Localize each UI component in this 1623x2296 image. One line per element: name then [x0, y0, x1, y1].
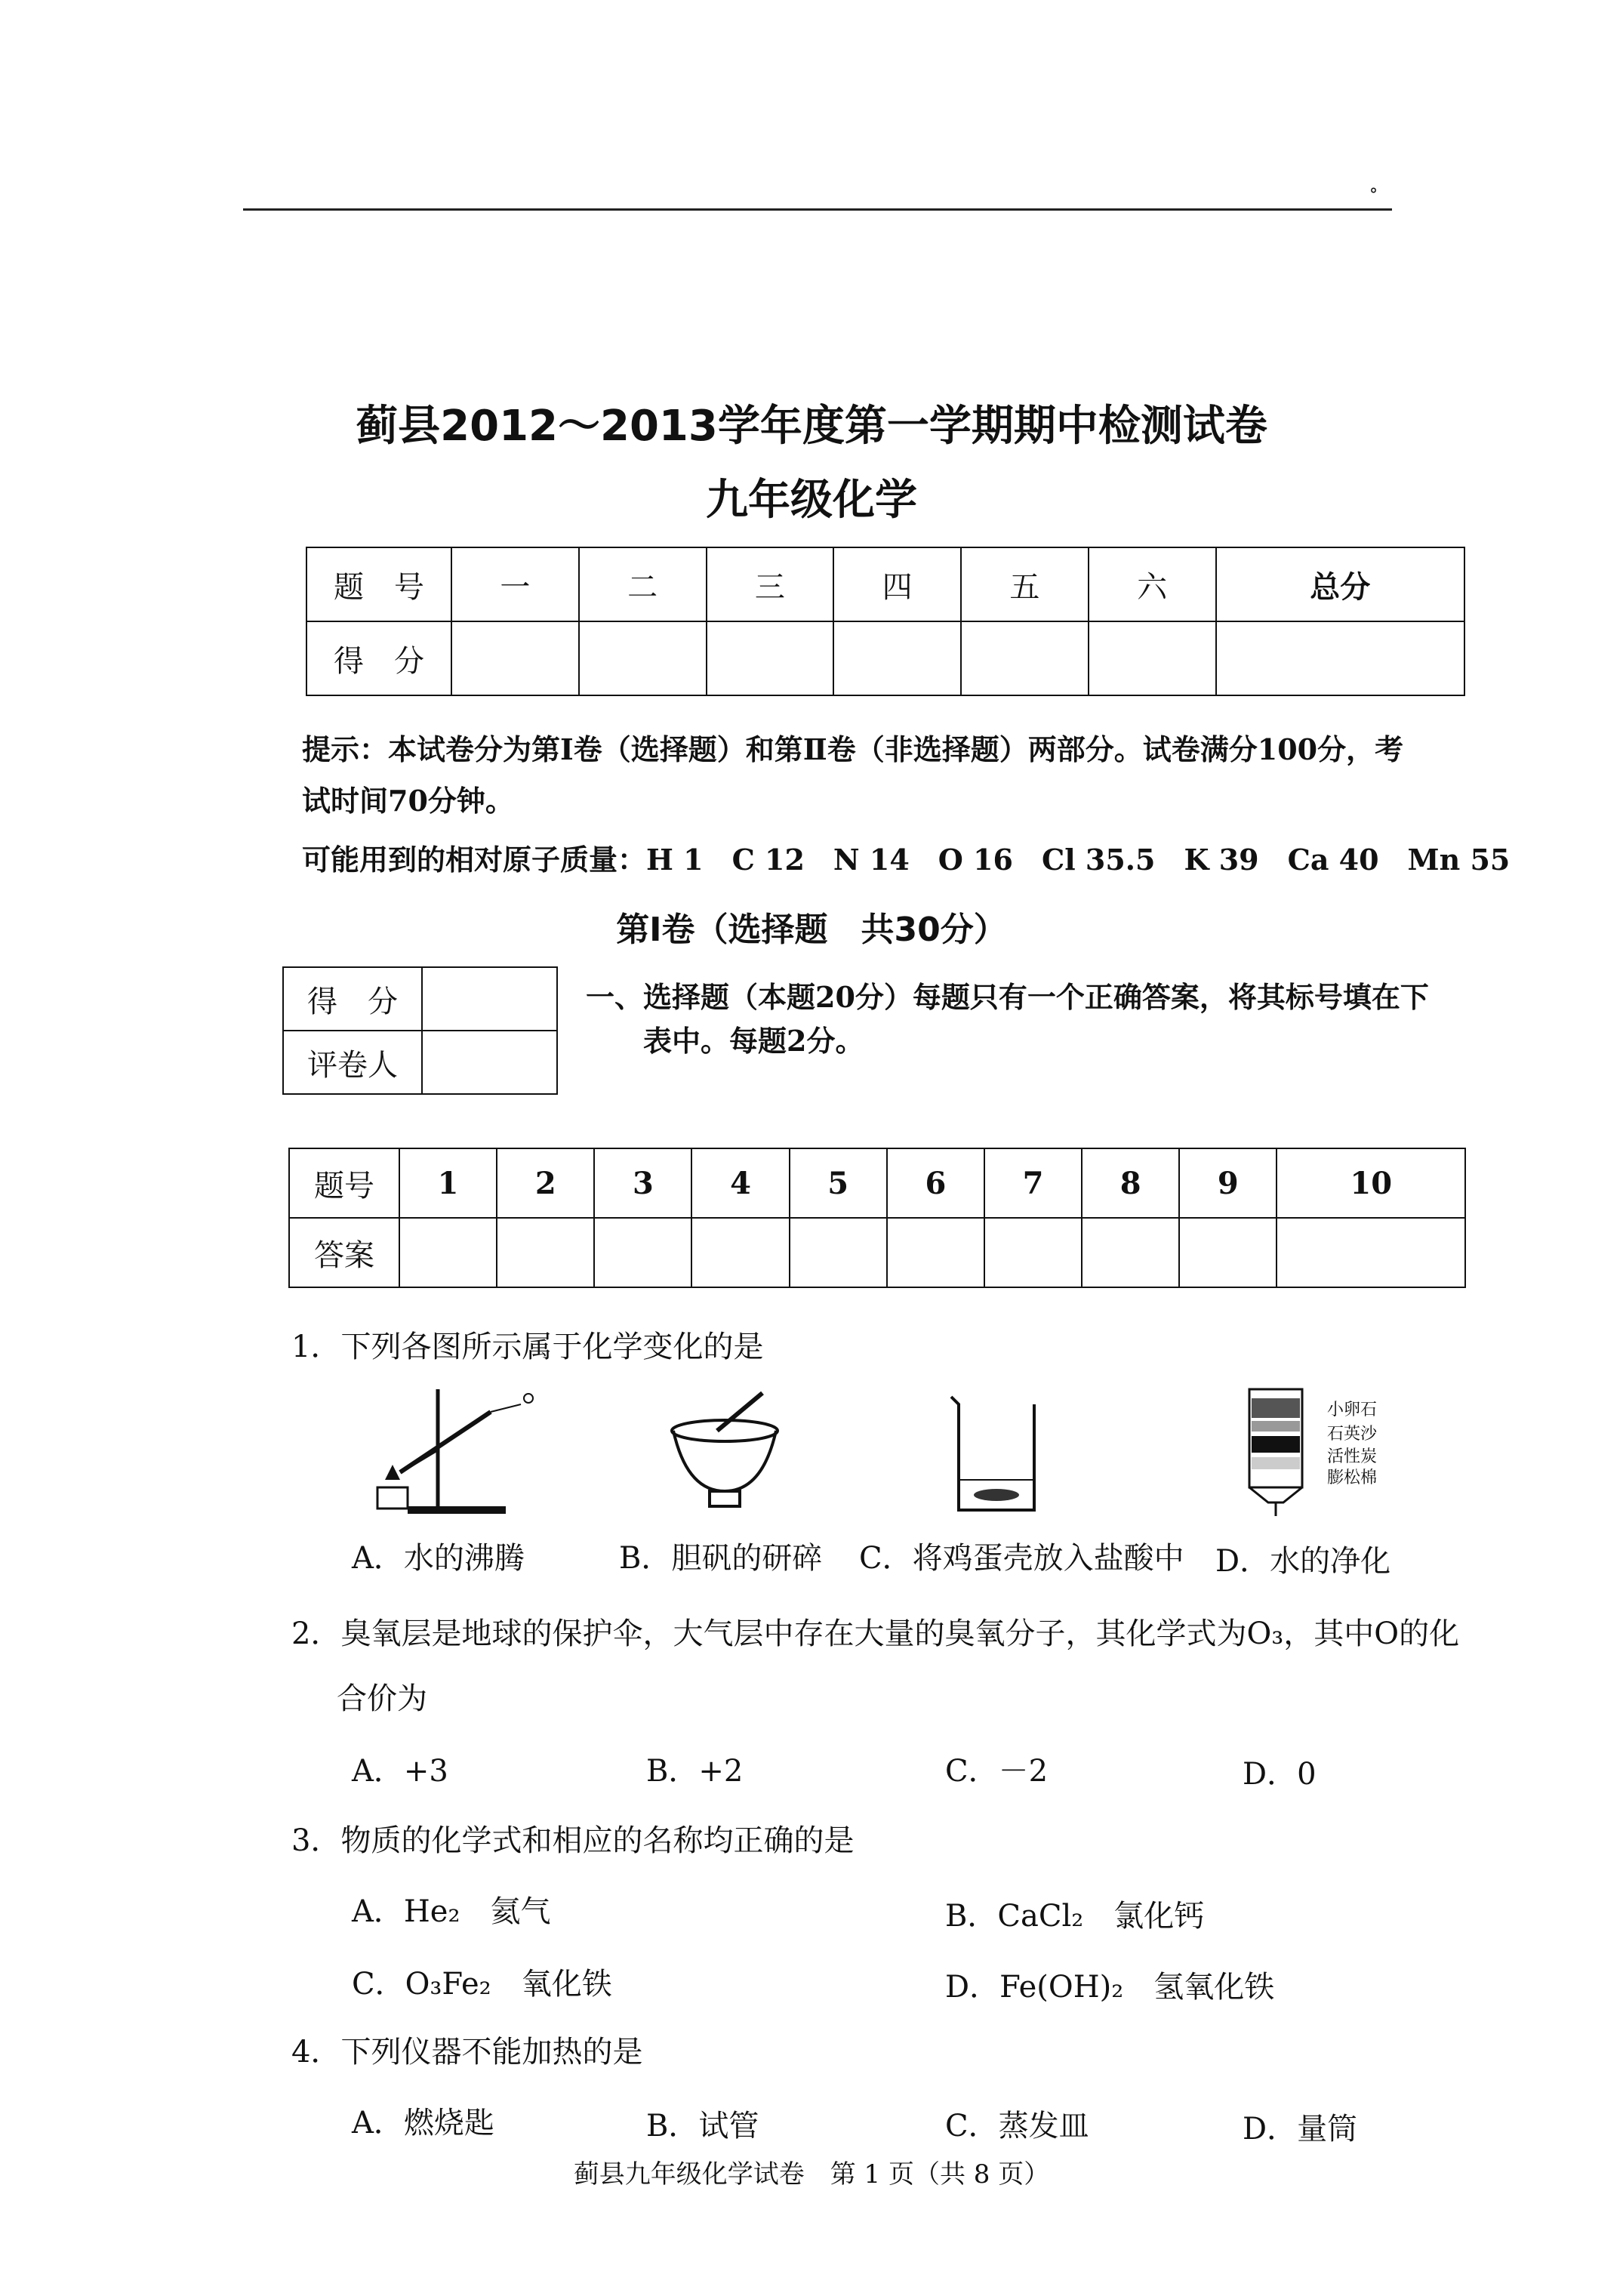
- score-header-cell: 二: [579, 547, 707, 621]
- q4-option[interactable]: B．试管: [646, 2109, 759, 2143]
- q1-option[interactable]: A．水的沸腾: [352, 1541, 525, 1576]
- score-cell[interactable]: [1089, 621, 1216, 695]
- question-number: 1: [399, 1148, 497, 1218]
- q1-option[interactable]: C．将鸡蛋壳放入盐酸中: [859, 1541, 1184, 1576]
- q3-option[interactable]: A．He₂ 氦气: [352, 1894, 551, 1929]
- boiling-apparatus-icon: [355, 1382, 551, 1518]
- mortar-pestle-icon: [664, 1385, 785, 1514]
- score-row-label: 得 分: [306, 621, 451, 695]
- question-number: 5: [790, 1148, 887, 1218]
- answer-cell[interactable]: [790, 1218, 887, 1287]
- score-header-cell: 一: [451, 547, 579, 621]
- score-cell[interactable]: [961, 621, 1089, 695]
- question-number: 10: [1277, 1148, 1465, 1218]
- grader-label: 评卷人: [283, 1031, 422, 1094]
- answer-cell[interactable]: [984, 1218, 1082, 1287]
- q3-option[interactable]: D．Fe(OH)₂ 氢氧化铁: [945, 1970, 1275, 2005]
- question-number: 4: [691, 1148, 789, 1218]
- q2-option[interactable]: A．+3: [352, 1754, 448, 1789]
- score-cell[interactable]: [833, 621, 961, 695]
- instruction-line-2: 表中。每题2分。: [643, 1024, 864, 1058]
- filter-label: 小卵石: [1327, 1401, 1378, 1419]
- page-title: 蓟县2012～2013学年度第一学期期中检测试卷: [356, 402, 1267, 451]
- q3-stem: 3．物质的化学式和相应的名称均正确的是: [291, 1823, 855, 1858]
- hint-line-1: 提示：本试卷分为第Ⅰ卷（选择题）和第Ⅱ卷（非选择题）两部分。试卷满分100分，考: [302, 732, 1404, 766]
- q1-option[interactable]: B．胆矾的研碎: [619, 1541, 823, 1576]
- answer-cell[interactable]: [594, 1218, 691, 1287]
- instruction-line-1: 一、选择题（本题20分）每题只有一个正确答案，将其标号填在下: [586, 980, 1429, 1014]
- top-rule: [243, 208, 1392, 211]
- beaker-icon: [944, 1389, 1049, 1518]
- score-header-cell: 六: [1089, 547, 1216, 621]
- q4-option[interactable]: C．蒸发皿: [945, 2109, 1089, 2143]
- filter-label: 活性炭: [1327, 1447, 1378, 1466]
- atomic-mass-line: 可能用到的相对原子质量：H 1 C 12 N 14 O 16 Cl 35.5 K 39 Ca 40 Mn 55: [302, 843, 1511, 877]
- answer-header-label: 题号: [289, 1148, 399, 1218]
- score-header-cell: 题 号: [306, 547, 451, 621]
- corner-mark: °: [1369, 186, 1378, 205]
- question-number: 3: [594, 1148, 691, 1218]
- question-number: 9: [1179, 1148, 1277, 1218]
- score-header-cell: 总分: [1216, 547, 1465, 621]
- answer-cell[interactable]: [691, 1218, 789, 1287]
- answer-cell[interactable]: [1277, 1218, 1465, 1287]
- answer-cell[interactable]: [1082, 1218, 1179, 1287]
- answer-cell[interactable]: [887, 1218, 984, 1287]
- q3-option[interactable]: C．O₃Fe₂ 氧化铁: [352, 1967, 612, 2002]
- section-title: 第Ⅰ卷（选择题 共30分）: [616, 911, 1007, 949]
- grader-name-cell[interactable]: [422, 1031, 557, 1094]
- q1-option[interactable]: D．水的净化: [1215, 1544, 1391, 1579]
- q4-option[interactable]: A．燃烧匙: [352, 2106, 494, 2140]
- answer-table: [288, 1148, 1466, 1288]
- score-cell[interactable]: [579, 621, 707, 695]
- score-header-cell: 四: [833, 547, 961, 621]
- q2-option[interactable]: D．0: [1243, 1757, 1317, 1792]
- question-number: 6: [887, 1148, 984, 1218]
- q1-stem: 1．下列各图所示属于化学变化的是: [291, 1330, 764, 1364]
- answer-cell[interactable]: [399, 1218, 497, 1287]
- grader-score-cell[interactable]: [422, 967, 557, 1031]
- q2-option[interactable]: C．－2: [945, 1754, 1049, 1789]
- grader-box: [282, 966, 558, 1095]
- page-footer: 蓟县九年级化学试卷 第 1 页（共 8 页）: [573, 2159, 1050, 2190]
- score-table: [306, 547, 1465, 696]
- water-filter-icon: [1238, 1382, 1321, 1518]
- q4-stem: 4．下列仪器不能加热的是: [291, 2035, 643, 2069]
- answer-row-label: 答案: [289, 1218, 399, 1287]
- score-header-cell: 三: [707, 547, 834, 621]
- filter-label: 石英沙: [1327, 1425, 1378, 1444]
- q3-option[interactable]: B．CaCl₂ 氯化钙: [945, 1899, 1205, 1934]
- q2-option[interactable]: B．+2: [646, 1754, 744, 1789]
- hint-line-2: 试时间70分钟。: [302, 784, 514, 818]
- q4-option[interactable]: D．量筒: [1243, 2112, 1358, 2147]
- grader-label: 得 分: [283, 967, 422, 1031]
- answer-cell[interactable]: [497, 1218, 594, 1287]
- score-cell[interactable]: [451, 621, 579, 695]
- answer-cell[interactable]: [1179, 1218, 1277, 1287]
- question-number: 2: [497, 1148, 594, 1218]
- question-number: 7: [984, 1148, 1082, 1218]
- page-subtitle: 九年级化学: [706, 476, 917, 525]
- q2-stem-line-1: 2．臭氧层是地球的保护伞，大气层中存在大量的臭氧分子，其化学式为O₃，其中O的化: [291, 1616, 1460, 1651]
- filter-label: 膨松棉: [1327, 1469, 1378, 1487]
- q2-stem-line-2: 合价为: [337, 1681, 427, 1716]
- score-header-cell: 五: [961, 547, 1089, 621]
- score-cell[interactable]: [1216, 621, 1465, 695]
- question-number: 8: [1082, 1148, 1179, 1218]
- score-cell[interactable]: [707, 621, 834, 695]
